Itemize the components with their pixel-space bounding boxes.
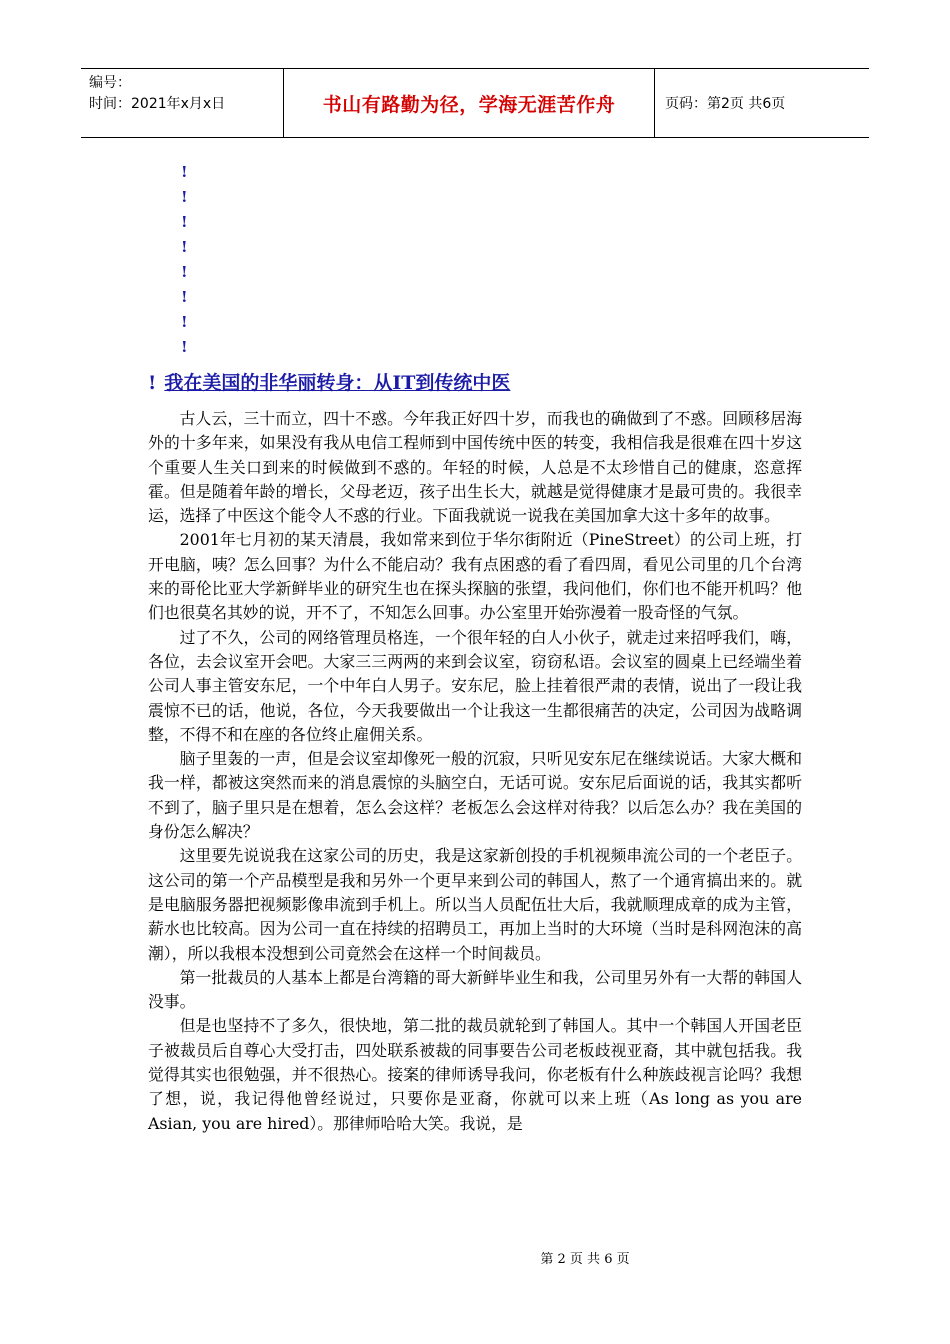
page-footer: 第 2 页 共 6 页 (540, 1252, 630, 1267)
paragraph: 古人云，三十而立，四十不惑。今年我正好四十岁，而我也的确做到了不惑。回顾移居海外的十多年来，如果没有我从电信工程师到中国传统中医的转变，我相信我是很难在四十岁这个重要人生关口到来的时候做到不惑的。年轻的时候，人总是不太珍惜自己的健康，恣意挥霍。但是随着年龄的增长，父母老迈，孩子出生长大，就越是觉得健康才是最可贵的。我很幸运，选择了中医这个能令人不惑的行业。下面我就说一说我在美国加拿大这十多年的故事。 (148, 409, 802, 526)
paragraph: 过了不久，公司的网络管理员格连，一个很年轻的白人小伙子，就走过来招呼我们，嗨，各位，去会议室开会吧。大家三三两两的来到会议室，窃窃私语。会议室的圆桌上已经端坐着公司人事主管安东尼，一个中年白人男子。安东尼，脸上挂着很严肃的表情，说出了一段让我震惊不已的话，他说，各位，今天我要做出一个让我这一生都很痛苦的决定，公司因为战略调整，不得不和在座的各位终止雇佣关系。 (148, 627, 802, 744)
page-header (81, 68, 869, 138)
paragraph: 这里要先说说我在这家公司的历史，我是这家新创投的手机视频串流公司的一个老臣子。这公司的第一个产品模型是我和另外一个更早来到公司的韩国人，熬了一个通宵搞出来的。就是电脑服务器把视频影像串流到手机上。所以当人员配伍壮大后，我就顺理成章的成为主管，薪水也比较高。因为公司一直在持续的招聘员工，再加上当时的大环境（当时是科网泡沫的高潮），所以我根本没想到公司竟然会在这样一个时间裁员。 (148, 846, 802, 963)
time-label: 时间：2021年x月x日 (89, 96, 226, 112)
number-label: 编号： (89, 75, 131, 91)
paragraph: 2001年七月初的某天清晨，我如常来到位于华尔街附近（PineStreet）的公司上班，打开电脑，咦？怎么回事？为什么不能启动？我有点困惑的看了看四周，看见公司里的几个台湾来的哥伦比亚大学新鲜毕业的研究生也在探头探脑的张望，我问他们，你们也不能开机吗？他们也很莫名其妙的说，开不了，不知怎么回事。办公室里开始弥漫着一股奇怪的气氛。 (148, 530, 802, 623)
header-page-number: 页码：第2页 共6页 (665, 96, 786, 112)
paragraph: 脑子里轰的一声，但是会议室却像死一般的沉寂，只听见安东尼在继续说话。大家大概和我一样，都被这突然而来的消息震惊的头脑空白，无话可说。安东尼后面说的话，我其实都听不到了，脑子里只是在想着，怎么会这样？老板怎么会这样对待我？以后怎么办？我在美国的身份怎么解决？ (148, 749, 802, 842)
header-motto: 书山有路勤为径，学海无涯苦作舟 (283, 69, 655, 137)
exclamation-mark: ! (181, 338, 188, 356)
exclamation-mark: ! (181, 288, 188, 306)
article-title-link[interactable]: 我在美国的非华丽转身：从IT到传统中医 (164, 372, 511, 394)
article-body (148, 407, 802, 1136)
bullet-marks (181, 160, 188, 360)
paragraph: 第一批裁员的人基本上都是台湾籍的哥大新鲜毕业生和我，公司里另外有一大帮的韩国人没事。 (148, 967, 802, 1012)
article-title (148, 368, 510, 395)
exclamation-mark: ! (181, 263, 188, 281)
paragraph: 但是也坚持不了多久，很快地，第二批的裁员就轮到了韩国人。其中一个韩国人开国老臣子被裁员后自尊心大受打击，四处联系被裁的同事要告公司老板歧视亚裔，其中就包括我。我觉得其实也很勉强，并不很热心。接案的律师诱导我问，你老板有什么种族歧视言论吗？我想了想，说，我记得他曾经说过，只要你是亚裔，你就可以来上班（As long as you are Asian, you are hired）。那律师哈哈大笑。我说，是 (148, 1016, 802, 1133)
exclamation-mark: ! (181, 213, 188, 231)
exclamation-mark: ! (181, 313, 188, 331)
exclamation-mark: ! (181, 188, 188, 206)
title-exclamation-mark: ! (148, 372, 157, 394)
header-meta (81, 69, 283, 137)
exclamation-mark: ! (181, 163, 188, 181)
exclamation-mark: ! (181, 238, 188, 256)
